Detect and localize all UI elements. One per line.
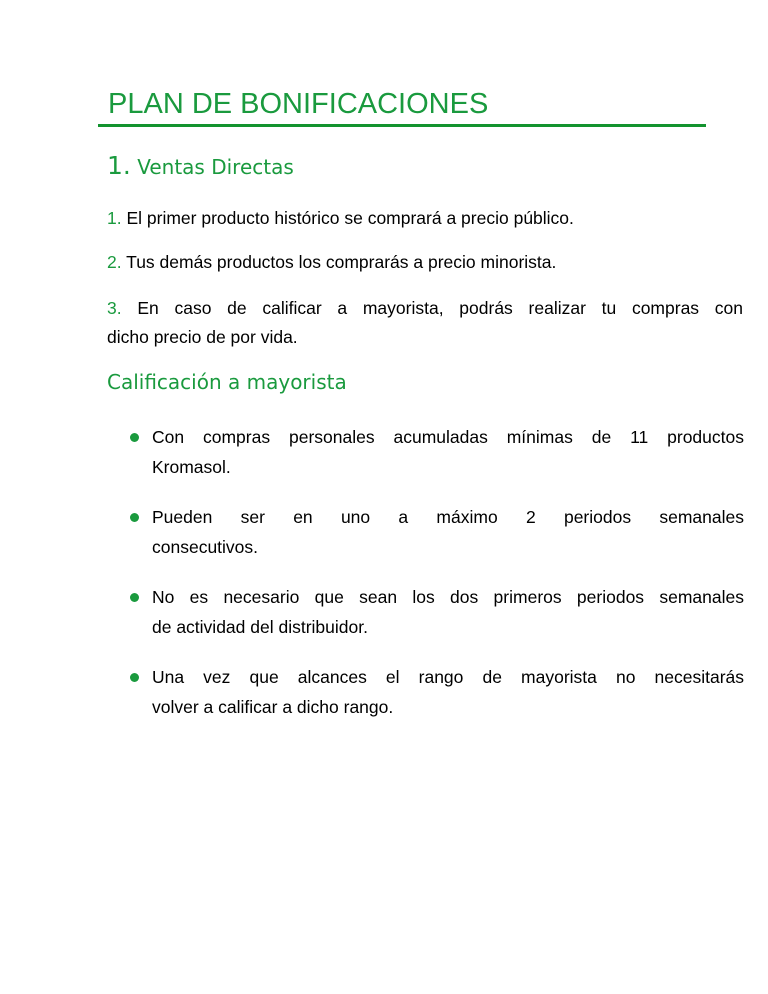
section-number: 1. [107, 151, 131, 180]
list-item-3 [107, 294, 743, 352]
bullet-text-continued: consecutivos. [152, 537, 259, 557]
bullet-item [128, 422, 744, 482]
bullet-text: Pueden ser en uno a máximo 2 periodos semanales [152, 507, 744, 527]
section-heading-text: Ventas Directas [137, 155, 294, 179]
bullet-text-continued: de actividad del distribuidor. [152, 617, 368, 637]
bullet-icon [130, 673, 139, 682]
bullet-icon [130, 513, 139, 522]
bullet-text: No es necesario que sean los dos primeros periodos semanales [152, 587, 744, 607]
bullet-text-continued: volver a calificar a dicho rango. [152, 697, 394, 717]
list-item-text: En caso de calificar a mayorista, podrás realizar tu compras con [137, 298, 743, 318]
list-item-number: 1. [107, 208, 122, 228]
section-heading-ventas-directas [107, 150, 294, 183]
section-heading-calificacion: Calificación a mayorista [107, 370, 347, 394]
document-title: PLAN DE BONIFICACIONES [108, 88, 489, 120]
bullet-text: Con compras personales acumuladas mínimas de 11 productos [152, 427, 744, 447]
list-item-text: Tus demás productos los comprarás a precio minorista. [126, 252, 557, 272]
list-item-text: El primer producto histórico se comprará a precio público. [126, 208, 574, 228]
list-item-line [107, 294, 743, 323]
bullet-item [128, 662, 744, 722]
list-item-number: 2. [107, 252, 122, 272]
bullet-text: Una vez que alcances el rango de mayorista no necesitarás [152, 667, 744, 687]
list-item-1 [107, 204, 743, 233]
bullet-item [128, 502, 744, 562]
bullet-icon [130, 433, 139, 442]
bullet-list [128, 422, 744, 742]
list-item-2 [107, 248, 743, 277]
title-underline [98, 124, 706, 127]
bullet-text-continued: Kromasol. [152, 457, 231, 477]
list-item-number: 3. [107, 298, 122, 318]
bullet-item [128, 582, 744, 642]
list-item-text-continued: dicho precio de por vida. [107, 327, 298, 347]
bullet-icon [130, 593, 139, 602]
